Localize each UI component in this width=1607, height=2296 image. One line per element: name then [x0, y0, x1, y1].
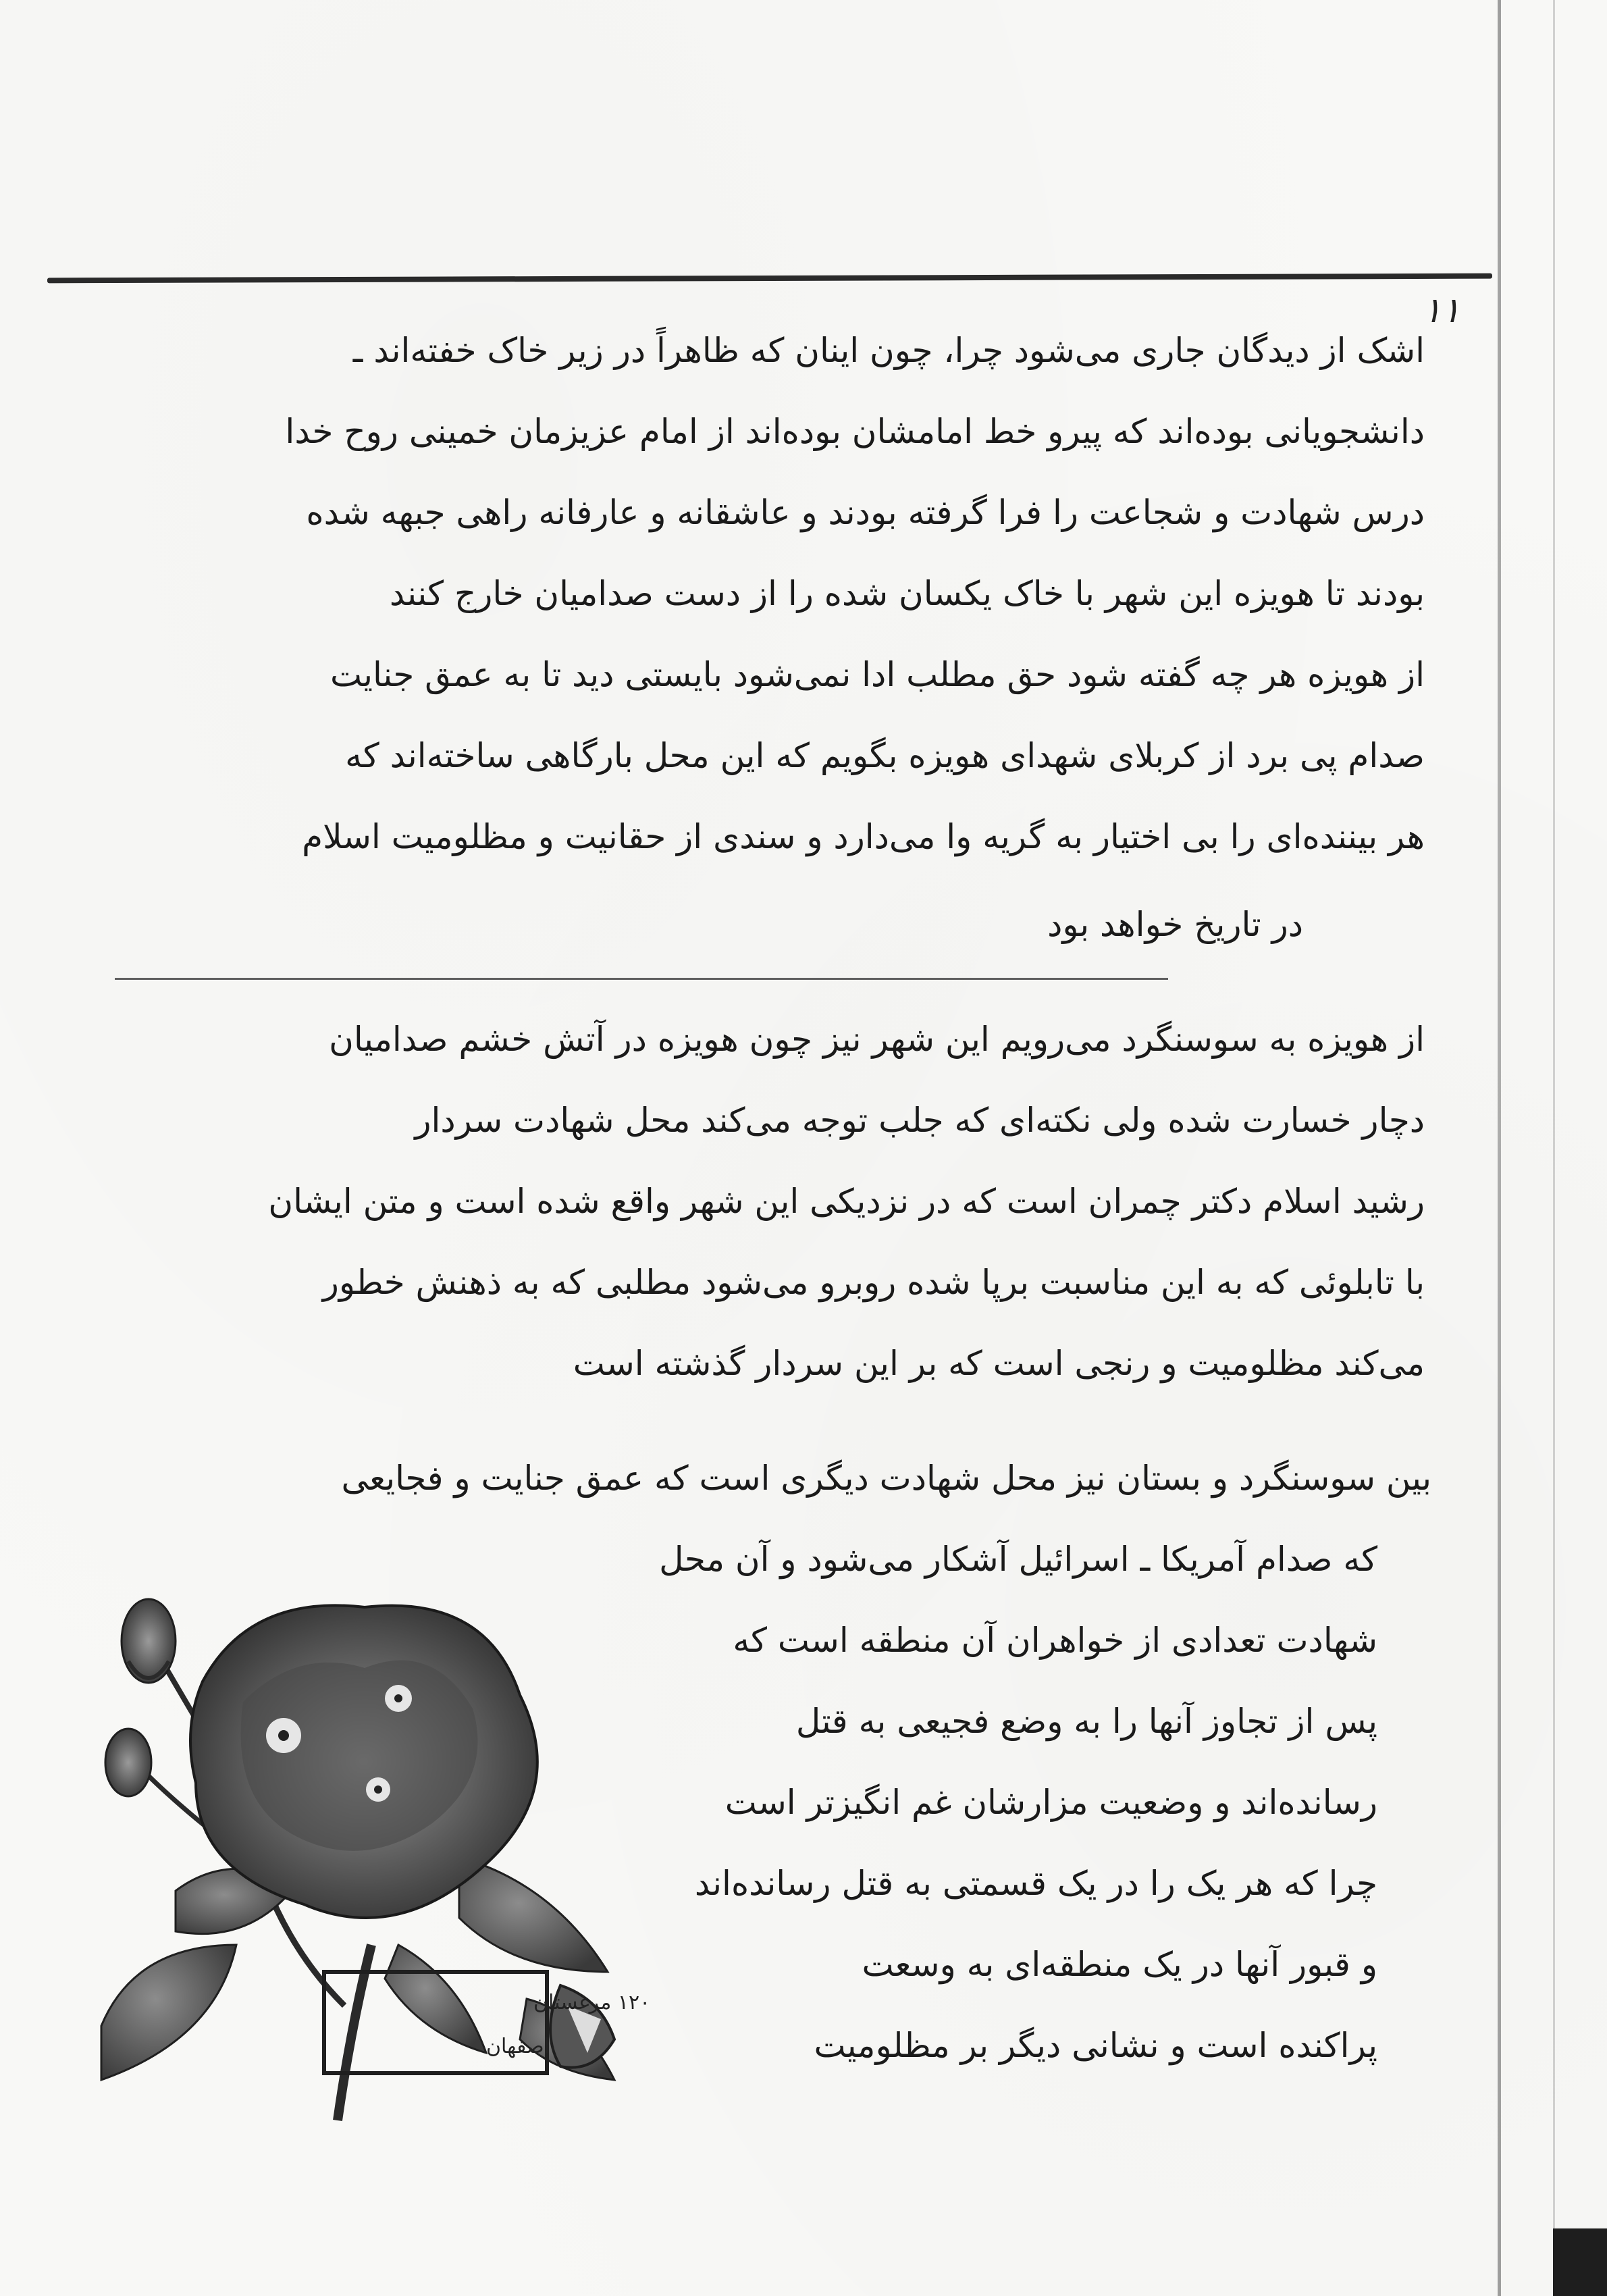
text-line: رسانده‌اند و وضعیت مزارشان غم انگیزتر است: [725, 1783, 1377, 1822]
text-line: با تابلوئی که به این مناسبت برپا شده روبرو می‌شود مطلبی که به ذهنش خطور: [322, 1263, 1425, 1302]
text-line: بودند تا هویزه این شهر با خاک یکسان شده را از دست صدامیان خارج کنند: [389, 574, 1425, 613]
text-line: رشید اسلام دکتر چمران است که در نزدیکی این شهر واقع شده است و متن ایشان: [268, 1182, 1425, 1221]
text-line: از هویزه به سوسنگرد می‌رویم این شهر نیز چون هویزه در آتش خشم صدامیان: [329, 1020, 1425, 1059]
header-rule: [47, 273, 1492, 284]
text-line: هر بیننده‌ای را بی اختیار به گریه وا می‌دارد و سندی از حقانیت و مظلومیت اسلام: [302, 817, 1425, 856]
paragraph-1: [74, 331, 1425, 993]
paragraph-divider: [115, 978, 1168, 980]
stamp-line-1: ۱۲۰ مرغستان: [533, 1991, 651, 2014]
text-line: در تاریخ خواهد بود: [1047, 905, 1303, 944]
stamp-line-2: اصفهان: [486, 2035, 550, 2058]
text-line: که صدام آمریکا ـ اسرائیل آشکار می‌شود و آن محل: [659, 1540, 1377, 1579]
text-line: صدام پی برد از کربلای شهدای هویزه بگویم که این محل بارگاهی ساخته‌اند که: [345, 736, 1425, 775]
text-line: از هویزه هر چه گفته شود حق مطلب ادا نمی‌شود بایستی دید تا به عمق جنایت: [330, 655, 1425, 694]
text-line: پس از تجاوز آنها را به وضع فجیعی به قتل: [795, 1702, 1377, 1741]
paragraph-2: [74, 1020, 1425, 1438]
text-line: درس شهادت و شجاعت را فرا گرفته بودند و عاشقانه و عارفانه راهی جبهه شده: [306, 493, 1425, 532]
page-edge-line: [1553, 0, 1555, 2296]
page-edge-shadow: [1498, 0, 1501, 2296]
scan-corner-shadow: [1553, 2228, 1607, 2296]
text-line: چرا که هر یک را در یک قسمتی به قتل رسانده‌اند: [694, 1864, 1377, 1903]
text-line: بین سوسنگرد و بستان نیز محل شهادت دیگری است که عمق جنایت و فجایعی: [341, 1459, 1431, 1498]
page-number: ۱۱: [1423, 290, 1460, 331]
ink-stamp: [317, 1958, 651, 2087]
text-line: پراکنده است و نشانی دیگر بر مظلومیت: [814, 2026, 1377, 2065]
text-line: می‌کند مظلومیت و رنجی است که بر این سردار گذشته است: [573, 1344, 1425, 1383]
text-line: و قبور آنها در یک منطقه‌ای به وسعت: [862, 1945, 1377, 1984]
text-line: دانشجویانی بوده‌اند که پیرو خط امامشان بوده‌اند از امام عزیزمان خمینی روح خدا: [285, 412, 1425, 451]
text-line: اشک از دیدگان جاری می‌شود چرا، چون اینان که ظاهراً در زیر خاک خفته‌اند ـ: [352, 331, 1425, 370]
text-line: دچار خسارت شده ولی نکته‌ای که جلب توجه می‌کند محل شهادت سردار: [415, 1101, 1425, 1140]
text-line: شهادت تعدادی از خواهران آن منطقه است که: [733, 1621, 1377, 1660]
